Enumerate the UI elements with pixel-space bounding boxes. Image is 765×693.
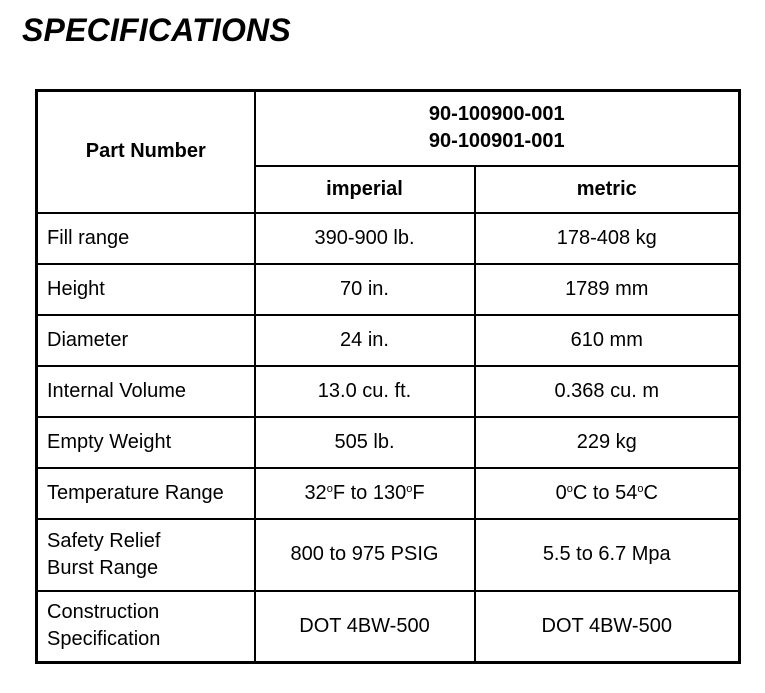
table-row [37,417,740,468]
row-label [37,519,255,591]
table-row [37,468,740,519]
imperial-value: DOT 4BW-500 [255,591,475,663]
imperial-value [255,468,475,519]
table-row [37,315,740,366]
metric-value: 1789 mm [475,264,740,315]
row-label: Temperature Range [37,468,255,519]
temp-metric-unit: C [643,481,658,504]
degree-mark: o [566,482,573,495]
temp-imperial-unit: F [412,481,425,504]
column-header-imperial: imperial [255,166,475,213]
degree-mark: o [637,482,644,495]
degree-mark: o [326,482,333,495]
imperial-value: 390-900 lb. [255,213,475,264]
header-row-part-number [37,91,740,166]
imperial-value: 505 lb. [255,417,475,468]
table-row [37,264,740,315]
temp-connector: to [350,481,368,504]
metric-value: 610 mm [475,315,740,366]
temp-metric-unit: C [572,481,588,504]
imperial-value: 70 in. [255,264,475,315]
part-number-1: 90-100900-001 [428,103,565,126]
temp-connector: to [592,481,610,504]
row-label-line-1: Construction [47,601,160,624]
degree-mark: o [406,482,413,495]
temp-metric-high: 54 [615,481,638,504]
part-number-2: 90-100901-001 [428,130,565,153]
temp-imperial-high: 130 [372,481,407,504]
row-label-line-1: Safety Relief [47,529,161,552]
temp-imperial-unit: F [332,481,346,504]
metric-value: 0.368 cu. m [475,366,740,417]
table-row [37,591,740,663]
row-label-line-2: Specification [47,628,161,651]
part-number-label: Part Number [37,91,255,213]
metric-value: 229 kg [475,417,740,468]
row-label [37,591,255,663]
specifications-table [35,89,741,664]
row-label-line-2: Burst Range [47,556,159,579]
temp-metric-low: 0 [555,481,567,504]
row-label: Empty Weight [37,417,255,468]
temp-imperial-low: 32 [304,481,327,504]
metric-value: 5.5 to 6.7 Mpa [475,519,740,591]
metric-value: 178-408 kg [475,213,740,264]
page-title: SPECIFICATIONS [22,12,291,48]
table-row [37,366,740,417]
row-label: Internal Volume [37,366,255,417]
row-label: Diameter [37,315,255,366]
part-numbers-cell [255,91,740,166]
imperial-value: 13.0 cu. ft. [255,366,475,417]
table-row [37,519,740,591]
row-label: Height [37,264,255,315]
metric-value: DOT 4BW-500 [475,591,740,663]
imperial-value: 24 in. [255,315,475,366]
imperial-value: 800 to 975 PSIG [255,519,475,591]
table-row [37,213,740,264]
column-header-metric: metric [475,166,740,213]
metric-value [475,468,740,519]
row-label: Fill range [37,213,255,264]
